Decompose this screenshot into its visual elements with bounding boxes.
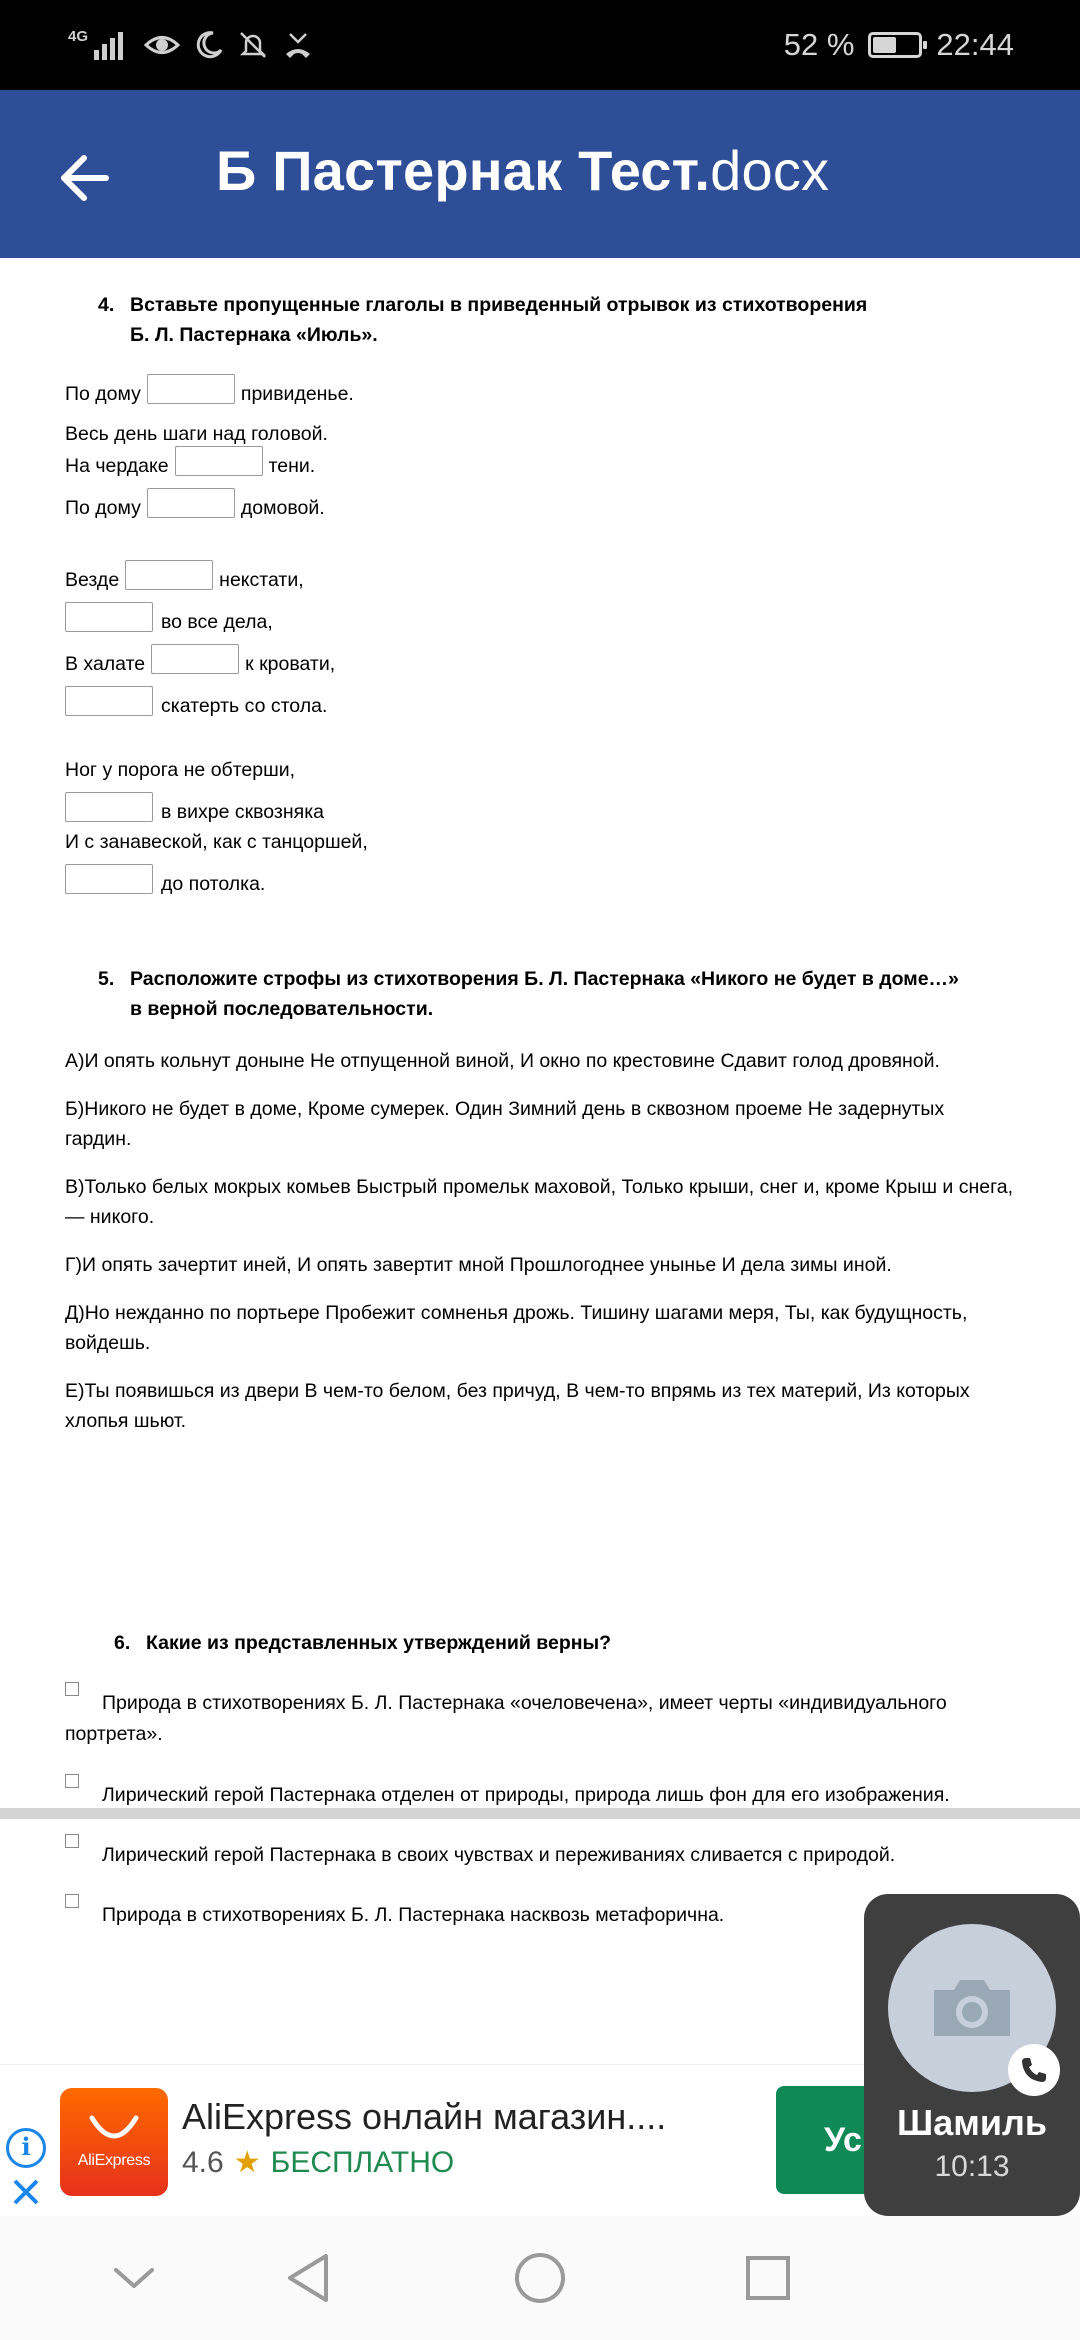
question-5-title-line2: в верной последовательности. bbox=[130, 998, 434, 1020]
moon-icon bbox=[194, 30, 224, 60]
stanza-option-e: Д)Но нежданно по портьере Пробежит сомненья дрожь. Тишину шагами меря, Ты, как будущность, войдешь. bbox=[65, 1302, 968, 1354]
poem-text: во все дела, bbox=[161, 611, 273, 633]
battery-level bbox=[873, 37, 896, 53]
statement-checkbox[interactable] bbox=[65, 1894, 79, 1908]
nav-back-button[interactable] bbox=[276, 2246, 340, 2310]
poem-text: Весь день шаги над головой. bbox=[65, 423, 328, 445]
statement-checkbox[interactable] bbox=[65, 1682, 79, 1696]
battery-percent: 52 % bbox=[783, 27, 855, 62]
caller-name: Шамиль bbox=[897, 2102, 1047, 2143]
ad-price: БЕСПЛАТНО bbox=[270, 2145, 455, 2179]
ad-app-logo[interactable] bbox=[60, 2088, 168, 2196]
poem-text: домовой. bbox=[240, 497, 325, 519]
poem-line bbox=[65, 860, 265, 894]
star-icon: ★ bbox=[233, 2146, 261, 2179]
eye-icon bbox=[144, 30, 180, 60]
poem-text: По дому bbox=[65, 497, 141, 519]
chevron-down-icon bbox=[112, 2264, 156, 2292]
poem-line bbox=[65, 410, 328, 444]
answer-input[interactable] bbox=[65, 686, 153, 716]
ad-rating-row bbox=[182, 2145, 454, 2180]
poem-line bbox=[65, 370, 354, 404]
answer-input[interactable] bbox=[147, 488, 235, 518]
document-content[interactable] bbox=[0, 258, 1080, 2058]
stanza-option-c: В)Только белых мокрых комьев Быстрый промельк маховой, Только крыши, снег и, кроме Крыш и снега, — никого. bbox=[65, 1176, 1014, 1228]
question-6-number: 6. bbox=[114, 1632, 131, 1654]
poem-line bbox=[65, 788, 324, 822]
poem-line bbox=[65, 682, 327, 716]
ad-logo-text: AliExpress bbox=[77, 2152, 151, 2169]
poem-text: некстати, bbox=[219, 569, 304, 591]
network-type: 4G bbox=[68, 28, 89, 45]
statement-text: Природа в стихотворениях Б. Л. Пастернака насквозь метафорична. bbox=[102, 1904, 725, 1926]
question-6-title: Какие из представленных утверждений верны? bbox=[146, 1632, 612, 1654]
poem-line bbox=[65, 746, 295, 780]
poem-line bbox=[65, 442, 315, 476]
ad-close-button[interactable] bbox=[8, 2174, 44, 2210]
poem-text: скатерть со стола. bbox=[161, 695, 328, 717]
clock: 22:44 bbox=[936, 27, 1014, 62]
answer-input[interactable] bbox=[151, 644, 239, 674]
camera-icon bbox=[928, 1974, 1016, 2042]
battery-icon bbox=[868, 32, 922, 58]
document-title-extension: docx bbox=[710, 139, 830, 202]
poem-text: до потолка. bbox=[161, 873, 266, 895]
poem-text: Везде bbox=[65, 569, 120, 591]
poem-text: тени. bbox=[268, 455, 316, 477]
statement-text: Природа в стихотворениях Б. Л. Пастернака «очеловечена», имеет черты «индивидуального портрета». bbox=[65, 1692, 947, 1745]
back-button[interactable] bbox=[48, 142, 120, 214]
poem-text: И с занавеской, как с танцоршей, bbox=[65, 831, 368, 853]
answer-input[interactable] bbox=[65, 864, 153, 894]
close-icon bbox=[12, 2178, 40, 2206]
statement-text: Лирический герой Пастернака в своих чувствах и переживаниях сливается с природой. bbox=[102, 1844, 896, 1866]
question-4-title-line1: Вставьте пропущенные глаголы в приведенный отрывок из стихотворения bbox=[130, 294, 868, 316]
missed-call-icon bbox=[282, 30, 314, 60]
stanza-option-f: Е)Ты появишься из двери В чем-то белом, без причуд, В чем-то впрямь из тех материй, Из которых хлопья шьют. bbox=[65, 1380, 970, 1432]
poem-text: В халате bbox=[65, 653, 146, 675]
signal-icon bbox=[68, 30, 130, 60]
stanza-option-d: Г)И опять зачертит иней, И опять завертит мной Прошлогоднее унынье И дела зимы иной. bbox=[65, 1254, 892, 1276]
call-duration: 10:13 bbox=[934, 2150, 1010, 2183]
navigation-bar bbox=[0, 2216, 1080, 2340]
answer-input[interactable] bbox=[175, 446, 263, 476]
phone-icon bbox=[1019, 2055, 1049, 2085]
shopping-bag-icon bbox=[86, 2114, 142, 2148]
statement-option bbox=[65, 1688, 1005, 1750]
poem-line bbox=[65, 484, 325, 518]
poem-line bbox=[65, 598, 273, 632]
poem-text: в вихре сквозняка bbox=[161, 801, 325, 823]
document-title-main: Б Пастернак Тест. bbox=[216, 139, 711, 202]
status-bar bbox=[0, 0, 1080, 90]
statement-text: Лирический герой Пастернака отделен от природы, природа лишь фон для его изображения. bbox=[102, 1784, 950, 1806]
poem-text: По дому bbox=[65, 383, 141, 405]
nav-recents-button[interactable] bbox=[736, 2246, 800, 2310]
ad-info-icon[interactable]: i bbox=[6, 2128, 46, 2168]
triangle-back-icon bbox=[284, 2252, 332, 2304]
document-title bbox=[216, 138, 829, 203]
answer-input[interactable] bbox=[65, 602, 153, 632]
nav-home-button[interactable] bbox=[508, 2246, 572, 2310]
hide-nav-button[interactable] bbox=[102, 2246, 166, 2310]
question-5-number: 5. bbox=[98, 968, 115, 990]
floating-call-bubble[interactable] bbox=[864, 1894, 1080, 2216]
answer-input[interactable] bbox=[147, 374, 235, 404]
question-4-title-line2: Б. Л. Пастернака «Июль». bbox=[130, 324, 378, 346]
ad-rating: 4.6 bbox=[182, 2145, 224, 2179]
mute-bell-icon bbox=[238, 30, 268, 60]
question-4-heading bbox=[98, 290, 868, 350]
arrow-left-icon bbox=[58, 152, 110, 204]
status-icons bbox=[68, 22, 314, 68]
ad-install-button[interactable]: Ус bbox=[776, 2086, 896, 2194]
poem-line bbox=[65, 818, 368, 852]
question-6-heading bbox=[114, 1628, 612, 1658]
poem-text: На чердаке bbox=[65, 455, 169, 477]
statement-checkbox[interactable] bbox=[65, 1834, 79, 1848]
stanza-option-a: А)И опять кольнут доныне Не отпущенной виной, И окно по крестовине Сдавит голод дровяной. bbox=[65, 1050, 940, 1072]
poem-text: привиденье. bbox=[240, 383, 354, 405]
poem-text: Ног у порога не обтерши, bbox=[65, 759, 296, 781]
circle-home-icon bbox=[513, 2251, 567, 2305]
app-bar bbox=[0, 90, 1080, 258]
answer-input[interactable] bbox=[125, 560, 213, 590]
ad-title[interactable]: AliExpress онлайн магазин.... bbox=[182, 2096, 667, 2137]
stanza-option-b: Б)Никого не будет в доме, Кроме сумерек. Один Зимний день в сквозном проеме Не задернутых гардин. bbox=[65, 1098, 945, 1150]
statement-checkbox[interactable] bbox=[65, 1774, 79, 1788]
status-right bbox=[784, 22, 1014, 68]
question-4-number: 4. bbox=[98, 294, 115, 316]
poem-line bbox=[65, 640, 335, 674]
question-5-title-line1: Расположите строфы из стихотворения Б. Л. Пастернака «Никого не будет в доме…» bbox=[130, 968, 959, 990]
statement-option bbox=[65, 1840, 1005, 1871]
square-recents-icon bbox=[744, 2254, 792, 2302]
call-badge bbox=[1008, 2044, 1060, 2096]
poem-text: к кровати, bbox=[245, 653, 336, 675]
statement-option bbox=[65, 1780, 1005, 1811]
question-5-heading bbox=[98, 964, 959, 1024]
poem-line bbox=[65, 556, 304, 590]
